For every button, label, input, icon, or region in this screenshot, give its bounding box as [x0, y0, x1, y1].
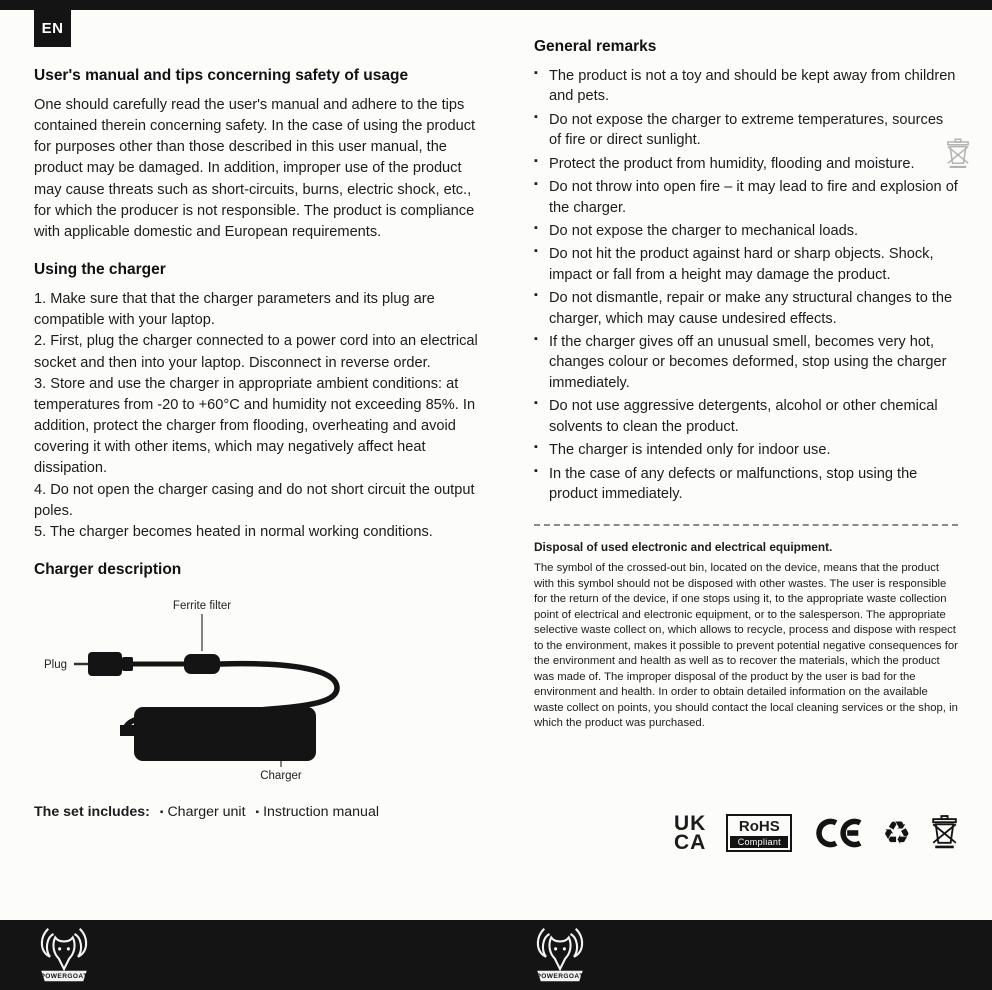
step-item: 1. Make sure that that the charger parameters and its plug are compatible with your laptop. — [34, 291, 435, 329]
compliance-marks — [534, 811, 958, 854]
remark-item: ▪ In the case of any defects or malfunctions, stop using the product immediately. — [534, 464, 958, 505]
usage-safety-paragraph: One should carefully read the user's manual and adhere to the tips contained therein concerning safety. In the case of using the product for purposes other than those described in this user manual, the product may be damaged. In addition, improper use of the product may cause threats such as short-circuits, burns, electric shock, etc., for which the producer is not responsible. The product is compliance with applicable domestic and European requirements. — [34, 97, 476, 240]
footer-bar — [0, 920, 992, 990]
charger-diagram — [34, 593, 454, 783]
general-remarks-list — [534, 66, 958, 504]
remark-item: ▪ Do not expose the charger to mechanical loads. — [534, 221, 958, 241]
language-badge: EN — [34, 10, 71, 47]
disposal-title: Disposal of used electronic and electrical equipment. — [534, 540, 833, 555]
weee-bin-icon — [931, 815, 958, 850]
ferrite-filter-label: Ferrite filter — [172, 599, 232, 612]
ferrite-filter-graphic — [184, 654, 220, 674]
recycle-icon: ♻ — [882, 813, 911, 852]
remark-item: ▪ Protect the product from humidity, flooding and moisture. — [534, 154, 958, 174]
remark-item: ▪ Do not hit the product against hard or sharp objects. Shock, impact or fall from a height may damage the product. — [534, 244, 958, 285]
rohs-mark — [726, 814, 792, 852]
disposal-paragraph: The symbol of the crossed-out bin, located on the device, means that the product with this symbol should not be disposed with other wastes. The user is responsible for the return of the device, if one stops using it, to the appropriate waste collection point of electrical and electronic equipment, or to the salesperson. The appropriate selective waste collect on, which allows to recycle, process and dispose with respect to the environment, makes it possible to prevent potential negative consequences for the environment and health as well as to recover the materials, which the product was made of. The improper disposal of the product by the user is bad for the environment and health. In order to obtain detailed information on the available waste collect on points, you should contact the local cleaning services or the shop, in which the product was purchased. — [534, 562, 958, 730]
remark-item: ▪ If the charger gives off an unusual smell, becomes very hot, changes colour or becomes deformed, stop using the charger immediately. — [534, 332, 958, 393]
ukca-bottom: CA — [673, 830, 707, 854]
ce-mark-icon — [812, 817, 862, 849]
remark-item: ▪ Do not throw into open fire – it may lead to fire and explosion of the charger. — [534, 177, 958, 218]
dashed-divider — [534, 524, 958, 526]
section-title-using-charger: Using the charger — [34, 261, 166, 279]
plug-label: Plug — [44, 658, 68, 671]
powergoat-logo — [36, 925, 92, 985]
ukca-top: UK — [673, 811, 707, 835]
set-includes-label: The set includes: — [34, 803, 150, 820]
set-item: Charger unit — [167, 803, 246, 820]
powergoat-logo — [532, 925, 588, 985]
rohs-compliant-label: Compliant — [730, 836, 788, 848]
left-column — [34, 10, 492, 920]
section-title-usage-safety: User's manual and tips concerning safety of usage — [34, 67, 409, 84]
step-item: 2. First, plug the charger connected to a power cord into an electrical socket and then into your laptop. Disconnect in reverse order. — [34, 333, 478, 371]
set-includes-line — [34, 804, 492, 820]
page-content — [0, 10, 992, 920]
top-border-bar — [0, 0, 992, 10]
remark-item: ▪ Do not expose the charger to extreme temperatures, sources of fire or direct sunlight. — [534, 110, 958, 151]
bullet-icon: ▪ — [255, 806, 260, 818]
section-title-general-remarks: General remarks — [534, 38, 657, 55]
set-item: Instruction manual — [263, 803, 379, 820]
powergoat-wordmark: POWERGOAT — [40, 973, 88, 981]
bullet-icon: ▪ — [159, 806, 164, 818]
step-item: 5. The charger becomes heated in normal working conditions. — [34, 523, 433, 540]
remark-item: ▪ Do not dismantle, repair or make any structural changes to the charger, which may cause undesired effects. — [534, 288, 958, 329]
step-item: 4. Do not open the charger casing and do not short circuit the output poles. — [34, 481, 475, 519]
section-title-charger-description: Charger description — [34, 560, 182, 578]
remark-item: ▪ The product is not a toy and should be kept away from children and pets. — [534, 66, 958, 107]
right-column — [534, 10, 958, 920]
remark-item: ▪ The charger is intended only for indoor use. — [534, 440, 958, 460]
charger-body-graphic — [134, 707, 316, 761]
ukca-mark — [673, 811, 707, 854]
remark-item: ▪ Do not use aggressive detergents, alcohol or other chemical solvents to clean the product. — [534, 396, 958, 437]
rohs-label: RoHS — [738, 817, 780, 835]
plug-graphic — [88, 652, 133, 676]
step-item: 3. Store and use the charger in appropriate ambient conditions: at temperatures from -20 to +60°C and humidity not exceeding 85%. In addition, protect the charger from flooding, overheating and avoid covering it with other items, which may negatively affect heat dissipation. — [34, 375, 476, 477]
powergoat-wordmark: POWERGOAT — [536, 973, 584, 981]
charger-label: Charger — [260, 769, 302, 782]
